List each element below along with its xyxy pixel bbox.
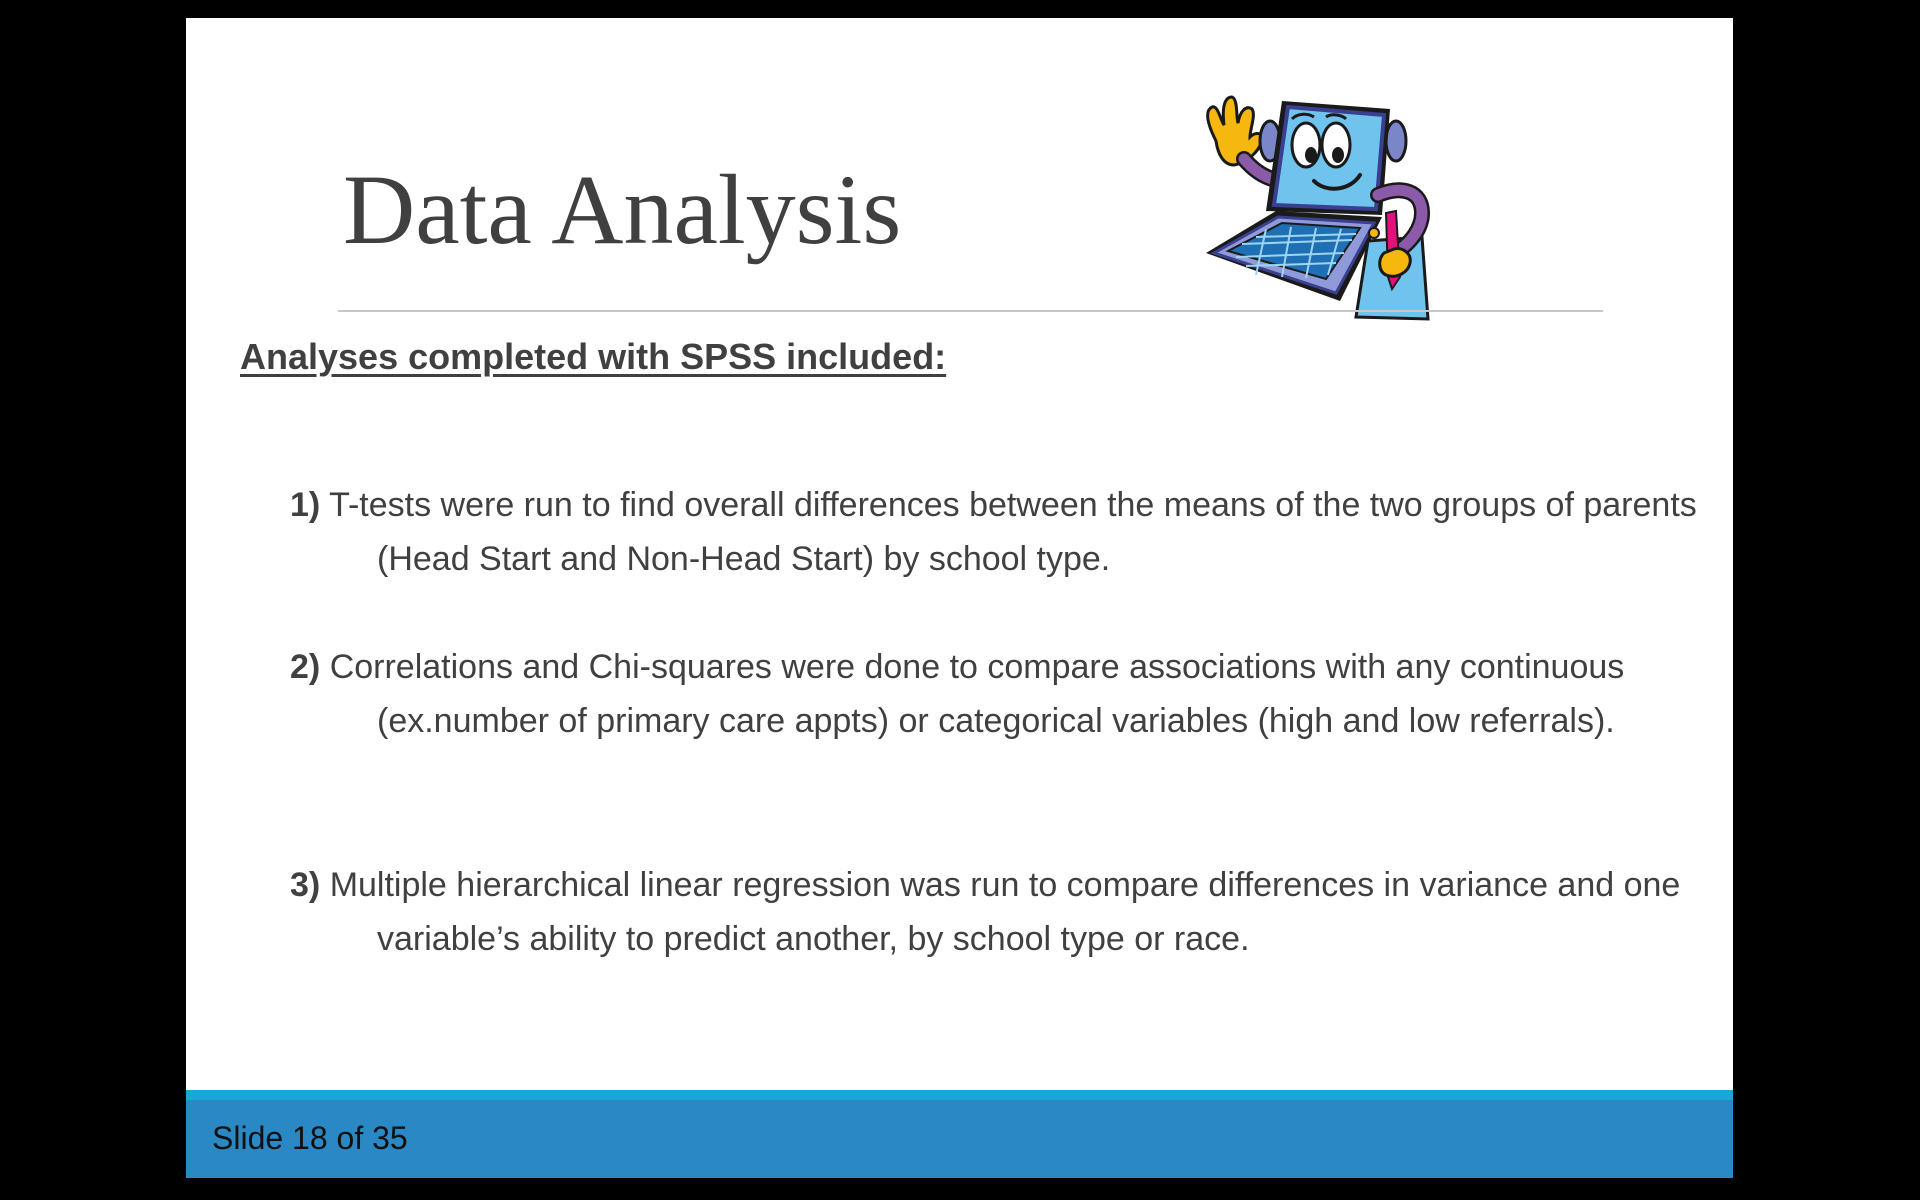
list-item-number: 3): [290, 866, 321, 904]
slide-title: Data Analysis: [343, 154, 902, 265]
slide: [186, 18, 1733, 1178]
list-item-number: 2): [290, 648, 321, 686]
list-item: [290, 640, 1717, 748]
list-item-text: T-tests were run to find overall differences between the means of the two groups of parents (Head Start and Non-Head Start) by school type.: [329, 486, 1697, 578]
title-divider: [338, 310, 1603, 312]
list-item-text: Multiple hierarchical linear regression was run to compare differences in variance and one variable’s ability to predict another, by school type or race.: [329, 866, 1681, 958]
analyses-heading: Analyses completed with SPSS included:: [240, 336, 947, 377]
list-item-text: Correlations and Chi-squares were done to compare associations with any continuous (ex.number of primary care appts) or categorical variables (high and low referrals).: [329, 648, 1625, 740]
list-item: [290, 478, 1717, 586]
laptop-mascot-icon: [1146, 63, 1456, 333]
footer-accent-stripe: [186, 1090, 1733, 1100]
footer-bar: [186, 1100, 1733, 1178]
list-item-number: 1): [290, 486, 321, 524]
list-item: [290, 858, 1717, 966]
slide-counter: Slide 18 of 35: [212, 1120, 408, 1156]
